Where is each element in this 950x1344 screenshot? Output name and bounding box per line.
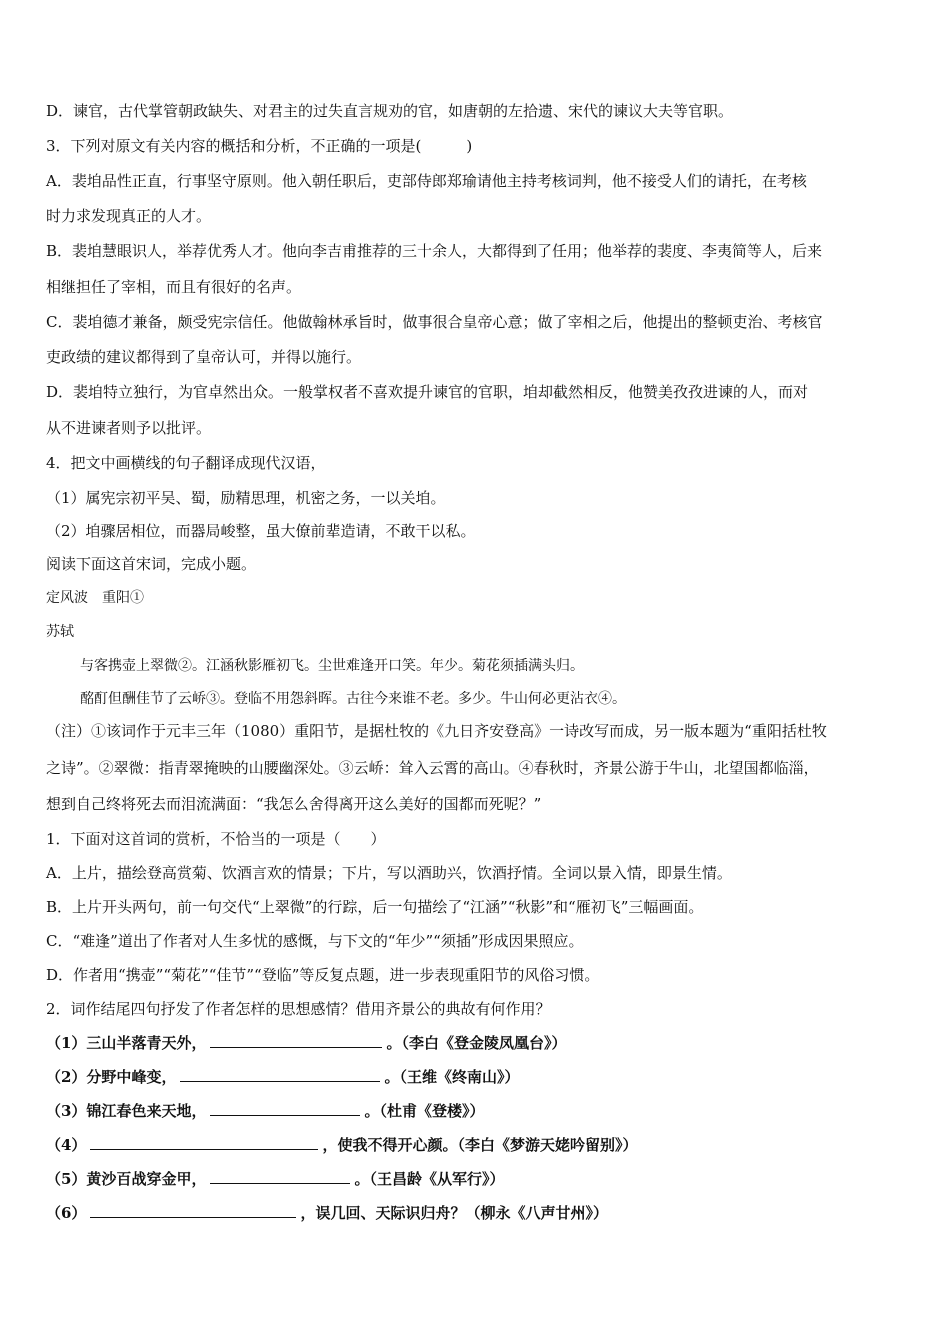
- poem-author: 苏轼: [46, 624, 74, 640]
- question-3-stem: 3．下列对原文有关内容的概括和分析，不正确的一项是( ): [46, 137, 473, 155]
- q3-option-b-line2: 相继担任了宰相，而且有很好的名声。: [46, 278, 302, 296]
- fill-6-prefix: （6）: [46, 1204, 87, 1222]
- q3-option-b-line1: B．裴垍慧眼识人，举荐优秀人才。他向李吉甫推荐的三十余人，大都得到了任用；他举荐的裴度、李夷简等人，后来: [46, 242, 823, 260]
- fill-1-suffix: 。（李白《登金陵凤凰台》）: [386, 1034, 567, 1052]
- fill-4-answer-blank[interactable]: [90, 1135, 318, 1150]
- fill-5-answer-blank[interactable]: [210, 1169, 350, 1184]
- fill-5-suffix: 。（王昌龄《从军行》）: [354, 1170, 505, 1188]
- fill-blank-5: [46, 1169, 916, 1189]
- fill-5-prefix: （5）黄沙百战穿金甲，: [46, 1170, 207, 1188]
- fill-blank-2: [46, 1067, 916, 1087]
- fill-blank-4: [46, 1135, 916, 1155]
- fill-3-suffix: 。（杜甫《登楼》）: [364, 1102, 485, 1120]
- fill-2-answer-blank[interactable]: [180, 1067, 380, 1082]
- pq1-option-d: D．作者用“携壶”“菊花”“佳节”“登临”等反复点题，进一步表现重阳节的风俗习惯。: [46, 966, 600, 984]
- pq1-option-b: B．上片开头两句，前一句交代“上翠微”的行踪，后一句描绘了“江涵”“秋影”和“雁初飞”三幅画面。: [46, 898, 704, 916]
- fill-4-suffix: ，使我不得开心颜。（李白《梦游天姥吟留别》）: [322, 1136, 638, 1154]
- question-4-stem: 4．把文中画横线的句子翻译成现代汉语，: [46, 454, 326, 472]
- q3-option-a-line1: A．裴垍品性正直，行事坚守原则。他入朝任职后，吏部侍郎郑瑜请他主持考核词判，他不接受人们的请托，在考核: [46, 172, 807, 190]
- fill-6-suffix: ，误几回、天际识归舟？（柳永《八声甘州》）: [300, 1204, 608, 1222]
- pq1-option-a: A．上片，描绘登高赏菊、饮酒言欢的情景；下片，写以酒助兴，饮酒抒情。全词以景入情，即景生情。: [46, 864, 732, 882]
- q4-sentence-2: （2）垍骤居相位，而器局峻整，虽大僚前辈造请，不敢干以私。: [46, 522, 476, 540]
- q3-option-a-line2: 时力求发现真正的人才。: [46, 207, 212, 225]
- poem-question-1-stem: 1．下面对这首词的赏析，不恰当的一项是（ ）: [46, 830, 386, 848]
- fill-1-answer-blank[interactable]: [210, 1033, 382, 1048]
- fill-2-suffix: 。（王维《终南山》）: [384, 1068, 520, 1086]
- reading-instruction: 阅读下面这首宋词，完成小题。: [46, 555, 257, 573]
- option-d-remonstrance-official: D．谏官，古代掌管朝政缺失、对君主的过失直言规劝的官，如唐朝的左拾遗、宋代的谏议大夫等官职。: [46, 102, 734, 120]
- fill-3-prefix: （3）锦江春色来天地，: [46, 1102, 207, 1120]
- annotation-line3: 想到自己终将死去而泪流满面：“我怎么舍得离开这么美好的国都而死呢？”: [46, 795, 542, 813]
- fill-3-answer-blank[interactable]: [210, 1101, 360, 1116]
- pq1-option-c: C．“难逢”道出了作者对人生多忧的感慨，与下文的“年少”“须插”形成因果照应。: [46, 932, 584, 950]
- poem-title: 定风波 重阳①: [46, 590, 144, 606]
- q3-option-c-line2: 吏政绩的建议都得到了皇帝认可，并得以施行。: [46, 348, 362, 366]
- fill-6-answer-blank[interactable]: [90, 1203, 296, 1218]
- fill-1-prefix: （1）三山半落青天外，: [46, 1034, 207, 1052]
- q3-option-d-line1: D．裴垍特立独行，为官卓然出众。一般掌权者不喜欢提升谏官的官职，垍却截然相反，他赞美孜孜进谏的人，而对: [46, 383, 809, 401]
- fill-2-prefix: （2）分野中峰变，: [46, 1068, 177, 1086]
- annotation-line1: （注）①该词作于元丰三年（1080）重阳节，是据杜牧的《九日齐安登高》一诗改写而成，另一版本题为“重阳括杜牧: [46, 722, 827, 740]
- fill-blank-3: [46, 1101, 916, 1121]
- q3-option-c-line1: C．裴垍德才兼备，颇受宪宗信任。他做翰林承旨时，做事很合皇帝心意；做了宰相之后，他提出的整顿吏治、考核官: [46, 313, 823, 331]
- fill-4-prefix: （4）: [46, 1136, 87, 1154]
- fill-blank-6: [46, 1203, 916, 1223]
- annotation-line2: 之诗”。②翠微：指青翠掩映的山腰幽深处。③云峤：耸入云霄的高山。④春秋时，齐景公游于牛山，北望国都临淄，: [46, 759, 819, 777]
- fill-blank-1: [46, 1033, 916, 1053]
- poem-stanza-2: 酩酊但酬佳节了云峤③。登临不用怨斜晖。古往今来谁不老。多少。牛山何必更沾衣④。: [80, 691, 626, 707]
- poem-stanza-1: 与客携壶上翠微②。江涵秋影雁初飞。尘世难逢开口笑。年少。菊花须插满头归。: [80, 658, 584, 674]
- q4-sentence-1: （1）属宪宗初平吴、蜀，励精思理，机密之务，一以关垍。: [46, 489, 446, 507]
- poem-question-2: 2．词作结尾四句抒发了作者怎样的思想感情？借用齐景公的典故有何作用？: [46, 1000, 551, 1018]
- q3-option-d-line2: 从不进谏者则予以批评。: [46, 419, 212, 437]
